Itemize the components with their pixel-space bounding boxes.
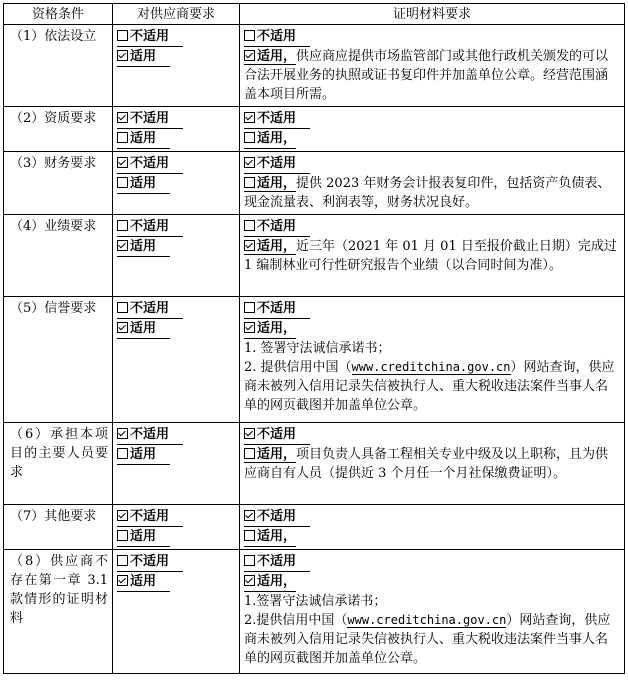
checkbox-applicable[interactable] [244, 177, 255, 188]
checkbox-applicable[interactable] [117, 132, 128, 143]
proof-cell [240, 25, 625, 107]
table-row [4, 297, 625, 423]
checkbox-not-applicable[interactable] [117, 30, 128, 41]
option-label: 不适用 [257, 156, 297, 171]
table-row [4, 215, 625, 297]
checkbox-applicable[interactable] [117, 240, 128, 251]
proof-cell [240, 423, 625, 505]
checkbox-not-applicable[interactable] [244, 428, 255, 439]
option-label: 适用， [257, 131, 297, 146]
checkbox-not-applicable[interactable] [244, 555, 255, 566]
option-label: 不适用 [257, 554, 297, 569]
condition-cell: （5）信誉要求 [4, 297, 113, 423]
proof-cell [240, 550, 625, 674]
checkbox-applicable[interactable] [244, 448, 255, 459]
checkbox-applicable[interactable] [117, 50, 128, 61]
requirement-item [244, 358, 620, 415]
option-label: 不适用 [130, 427, 170, 442]
condition-cell: （4）业绩要求 [4, 215, 113, 297]
option-label: 适用 [130, 176, 157, 191]
option-label: 不适用 [130, 29, 170, 44]
option-label: 适用 [130, 574, 157, 589]
supplier-options [113, 152, 240, 215]
checkbox-not-applicable[interactable] [244, 112, 255, 123]
checkbox-applicable[interactable] [117, 177, 128, 188]
supplier-options [113, 505, 240, 550]
supplier-options [113, 550, 240, 674]
header-supplier-requirements: 对供应商要求 [113, 4, 240, 25]
supplier-options [113, 423, 240, 505]
header-conditions: 资格条件 [4, 4, 113, 25]
checkbox-applicable[interactable] [117, 530, 128, 541]
table-row [4, 152, 625, 215]
requirement-text: ）网站查询，供应商未被列入信用记录失信被执行人、重大税收违法案件当事人名单的网页截图并加盖单位公章。 [244, 360, 615, 413]
requirement-text: 提供 2023 年财务会计报表复印件，包括资产负债表、现金流量表、利润表等，财务状况良好。 [244, 176, 611, 210]
option-label: 不适用 [257, 427, 297, 442]
checkbox-not-applicable[interactable] [244, 157, 255, 168]
supplier-options [113, 25, 240, 107]
checkbox-applicable[interactable] [244, 575, 255, 586]
option-label: 适用， [257, 239, 297, 254]
requirement-text: ）网站查询，供应商未被列入信用记录失信被执行人、重大税收违法案件当事人名单的网页截图并加盖单位公章。 [244, 613, 611, 666]
option-label: 不适用 [130, 219, 170, 234]
proof-cell [240, 505, 625, 550]
checkbox-not-applicable[interactable] [117, 157, 128, 168]
option-label: 不适用 [130, 554, 170, 569]
requirement-text: 项目负责人具备工程相关专业中级及以上职称，且为供应商自有人员（提供近 3 个月任一个月社保缴费证明）。 [244, 447, 609, 481]
option-label: 适用， [257, 49, 297, 64]
checkbox-not-applicable[interactable] [244, 510, 255, 521]
option-label: 不适用 [257, 219, 297, 234]
supplier-options [113, 215, 240, 297]
checkbox-applicable[interactable] [117, 322, 128, 333]
checkbox-not-applicable[interactable] [117, 510, 128, 521]
condition-cell: （2）资质要求 [4, 107, 113, 152]
credit-china-link[interactable]: www.creditchina.gov.cn [347, 613, 507, 627]
checkbox-not-applicable[interactable] [244, 220, 255, 231]
option-label: 适用 [130, 131, 157, 146]
requirement-text: 供应商应提供市场监管部门或其他行政机关颁发的可以合法开展业务的执照或证书复印件并加盖单位公章。经营范围涵盖本项目所需。 [244, 49, 609, 102]
checkbox-not-applicable[interactable] [117, 555, 128, 566]
checkbox-applicable[interactable] [244, 322, 255, 333]
option-label: 不适用 [257, 509, 297, 524]
option-label: 适用， [257, 529, 297, 544]
option-label: 不适用 [130, 156, 170, 171]
checkbox-not-applicable[interactable] [244, 30, 255, 41]
checkbox-not-applicable[interactable] [117, 302, 128, 313]
option-label: 适用 [130, 529, 157, 544]
option-label: 适用 [130, 321, 157, 336]
requirement-item: 1. 签署守法诚信承诺书； [244, 341, 391, 356]
option-label: 不适用 [257, 301, 297, 316]
checkbox-not-applicable[interactable] [117, 428, 128, 439]
checkbox-applicable[interactable] [117, 448, 128, 459]
option-label: 适用， [257, 176, 297, 191]
requirement-text: 2. 提供信用中国（ [244, 360, 352, 375]
proof-cell [240, 152, 625, 215]
condition-cell: （3）财务要求 [4, 152, 113, 215]
option-label: 适用 [130, 447, 157, 462]
checkbox-applicable[interactable] [244, 240, 255, 251]
header-proof-materials: 证明材料要求 [240, 4, 625, 25]
option-label: 适用， [257, 447, 297, 462]
proof-cell [240, 107, 625, 152]
proof-cell [240, 215, 625, 297]
checkbox-applicable[interactable] [244, 530, 255, 541]
requirement-item [244, 611, 620, 668]
checkbox-not-applicable[interactable] [244, 302, 255, 313]
option-label: 适用， [257, 321, 297, 336]
condition-cell: （8）供应商不存在第一章 3.1 款情形的证明材料 [4, 550, 113, 674]
supplier-options [113, 297, 240, 423]
option-label: 适用 [130, 49, 157, 64]
requirement-item: 1.签署守法诚信承诺书； [244, 594, 387, 609]
checkbox-not-applicable[interactable] [117, 112, 128, 123]
requirement-text: 2.提供信用中国（ [244, 613, 348, 628]
credit-china-link[interactable]: www.creditchina.gov.cn [351, 360, 511, 374]
checkbox-applicable[interactable] [244, 132, 255, 143]
option-label: 适用 [130, 239, 157, 254]
requirement-text: 近三年（2021 年 01 月 01 日至报价截止日期）完成过 1 编制林业可行性研究报告个业绩（以合同时间为准）。 [244, 239, 617, 273]
option-label: 不适用 [257, 111, 297, 126]
condition-cell: （1）依法设立 [4, 25, 113, 107]
checkbox-not-applicable[interactable] [117, 220, 128, 231]
table-header-row [4, 4, 625, 25]
option-label: 不适用 [257, 29, 297, 44]
qualification-table [3, 3, 625, 674]
table-row [4, 505, 625, 550]
table-row [4, 423, 625, 505]
condition-cell: （6）承担本项目的主要人员要求 [4, 423, 113, 505]
supplier-options [113, 107, 240, 152]
option-label: 不适用 [130, 111, 170, 126]
condition-cell: （7）其他要求 [4, 505, 113, 550]
checkbox-applicable[interactable] [117, 575, 128, 586]
proof-cell [240, 297, 625, 423]
option-label: 不适用 [130, 509, 170, 524]
option-label: 适用， [257, 574, 297, 589]
option-label: 不适用 [130, 301, 170, 316]
checkbox-applicable[interactable] [244, 50, 255, 61]
table-row [4, 25, 625, 107]
table-row [4, 107, 625, 152]
table-row [4, 550, 625, 674]
